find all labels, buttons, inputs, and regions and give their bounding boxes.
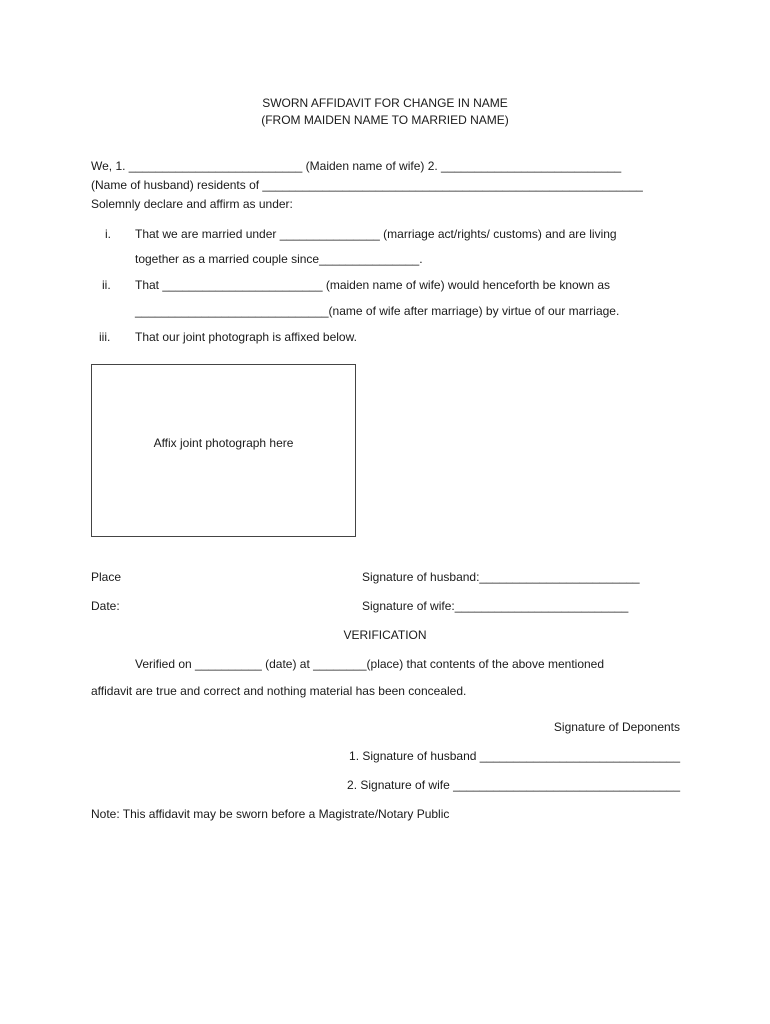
clause-text: together as a married couple since_______________. [135,252,423,266]
clause-text: That our joint photograph is affixed below. [135,330,357,344]
verification-line-1: Verified on __________ (date) at ________(place) that contents of the above mentioned [135,657,605,671]
intro-line-1: We, 1. __________________________ (Maiden name of wife) 2. ___________________________ [91,159,622,173]
clause-text: That ________________________ (maiden name of wife) would henceforth be known as [135,278,611,292]
verification-line-2: affidavit are true and correct and nothing material has been concealed. [91,684,467,698]
footer-note: Note: This affidavit may be sworn before a Magistrate/Notary Public [91,807,450,821]
clause-text: _____________________________(name of wife after marriage) by virtue of our marriage. [135,304,620,318]
deponent-husband-signature: 1. Signature of husband ______________________________ [349,749,680,763]
photo-box-label: Affix joint photograph here [153,436,294,450]
deponents-heading: Signature of Deponents [553,720,680,734]
clause-number: i. [105,227,111,241]
place-label: Place [91,570,122,584]
clause-number: iii. [99,330,111,344]
wife-signature-line: Signature of wife:__________________________ [362,599,629,613]
intro-line-2: (Name of husband) residents of _________________________________________________________ [91,178,643,192]
clause-number: ii. [102,278,111,292]
document-subtitle: (FROM MAIDEN NAME TO MARRIED NAME) [261,113,509,127]
intro-line-3: Solemnly declare and affirm as under: [91,197,293,211]
clause-text: That we are married under _______________ (marriage act/rights/ customs) and are living [135,227,617,241]
photo-box [91,364,356,537]
deponent-wife-signature: 2. Signature of wife __________________________________ [347,778,680,792]
verification-heading: VERIFICATION [343,628,427,642]
date-label: Date: [91,599,120,613]
husband-signature-line: Signature of husband:________________________ [362,570,640,584]
document-title: SWORN AFFIDAVIT FOR CHANGE IN NAME [262,96,508,110]
